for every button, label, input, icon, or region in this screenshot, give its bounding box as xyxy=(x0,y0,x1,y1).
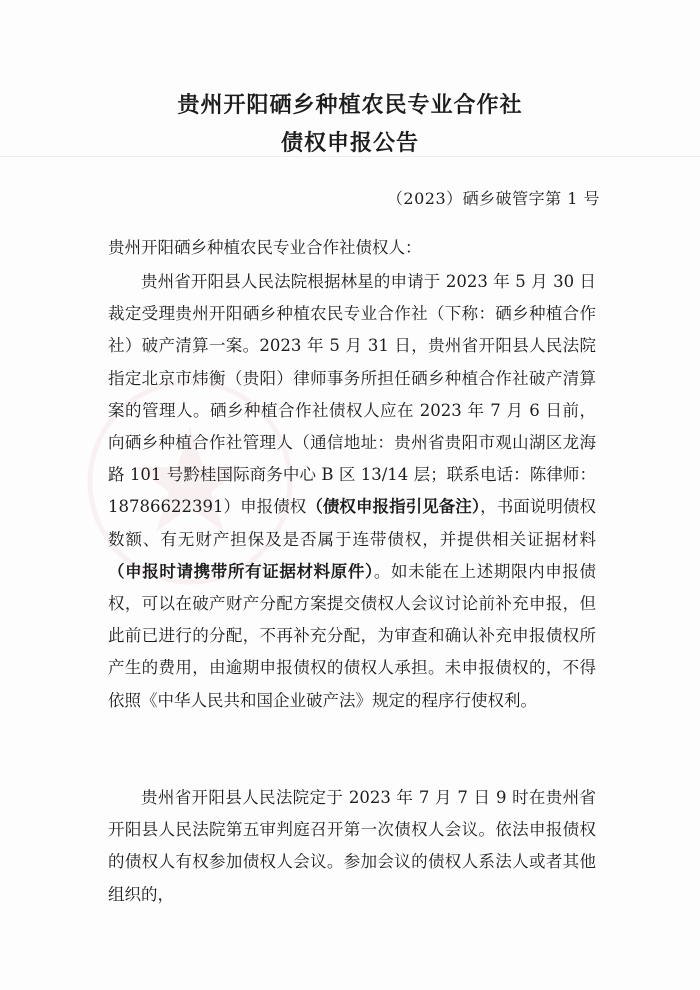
document-title-line2: 债权申报公告 xyxy=(280,131,419,156)
paragraph-claim-declaration xyxy=(108,266,596,717)
document-title-line1: 贵州开阳硒乡种植农民专业合作社 xyxy=(177,93,523,118)
document-number: （2023）硒乡破管字第 1 号 xyxy=(386,189,600,208)
paragraph1-text-part2: ，书面说明债权数额、有无财产担保及是否属于连带债权，并提供相关证据材料 xyxy=(108,497,597,549)
paragraph1-bold-originals-note: （申报时请携带所有证据材料原件） xyxy=(108,561,374,581)
paragraph1-text-part3: 。如未能在上述期限内申报债权，可以在破产财产分配方案提交债权人会议讨论前补充申报，但此前已进行的分配，不再补充分配，为审查和确认补充申报债权所产生的费用，由逾期申报债权的债权人承担。未申报债权的，不得依照《中华人民共和国企业破产法》规定的程序行使权利。 xyxy=(108,561,597,710)
paragraph1-text-part1: 贵州省开阳县人民法院根据林星的申请于 2023 年 5 月 30 日裁定受理贵州开阳硒乡种植农民专业合作社（下称：硒乡种植合作社）破产清算一案。2023 年 5 月 31 日，贵州省开阳县人民法院指定北京市炜衡（贵阳）律师事务所担任硒乡种植合作社破产清算案的管理人。硒乡种植合作社债权人应在 2023 年 7 月 6 日前，向硒乡种植合作社管理人（通信地址：贵州省贵阳市观山湖区龙海路 101 号黔桂国际商务中心 B 区 13/14 层；联系电话：陈律师：18786622391）申报债权 xyxy=(108,272,596,517)
paragraph-creditors-meeting: 贵州省开阳县人民法院定于 2023 年 7 月 7 日 9 时在贵州省开阳县人民法院第五审判庭召开第一次债权人会议。依法申报债权的债权人有权参加债权人会议。参加会议的债权人系法人或者其他组织的， xyxy=(108,788,596,904)
salutation: 贵州开阳硒乡种植农民专业合作社债权人： xyxy=(108,238,422,257)
header-divider xyxy=(0,156,700,157)
paragraph1-bold-guide-note: （债权申报指引见备注） xyxy=(306,497,481,517)
